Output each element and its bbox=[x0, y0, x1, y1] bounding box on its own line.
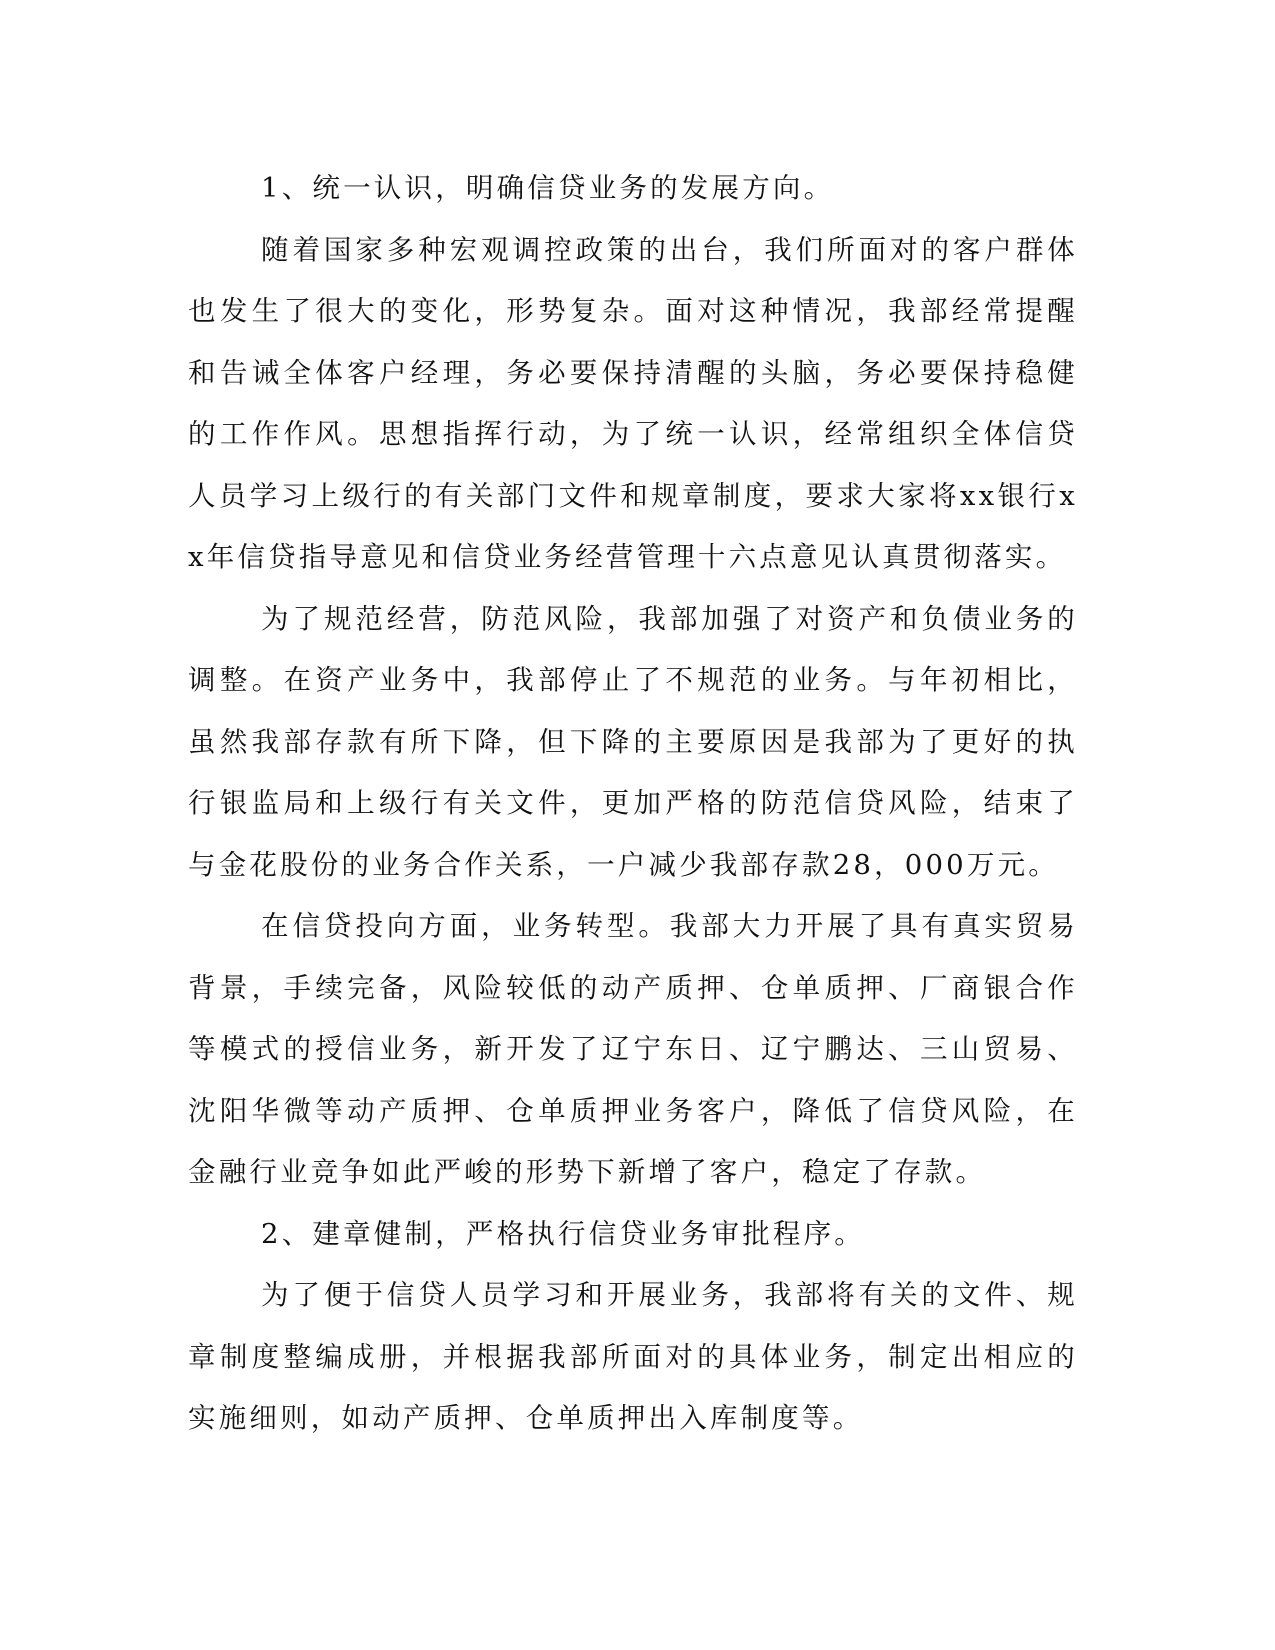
section-heading-2: 2、建章健制，严格执行信贷业务审批程序。 bbox=[261, 1217, 865, 1250]
paragraph: 在信贷投向方面，业务转型。我部大力开展了具有真实贸易背景，手续完备，风险较低的动产质押、仓单质押、厂商银合作等模式的授信业务，新开发了辽宁东日、辽宁鹏达、三山贸易、沈阳华微等动产质押、仓单质押业务客户，降低了信贷风险，在金融行业竞争如此严峻的形势下新增了客户，稳定了存款。 bbox=[188, 910, 1078, 1188]
paragraph: 随着国家多种宏观调控政策的出台，我们所面对的客户群体也发生了很大的变化，形势复杂。面对这种情况，我部经常提醒和告诫全体客户经理，务必要保持清醒的头脑，务必要保持稳健的工作作风。思想指挥行动，为了统一认识，经常组织全体信贷人员学习上级行的有关部门文件和规章制度，要求大家将xx银行xx年信贷指导意见和信贷业务经营管理十六点意见认真贯彻落实。 bbox=[188, 233, 1078, 573]
paragraph: 为了规范经营，防范风险，我部加强了对资产和负债业务的调整。在资产业务中，我部停止了不规范的业务。与年初相比，虽然我部存款有所下降，但下降的主要原因是我部为了更好的执行银监局和上级行有关文件，更加严格的防范信贷风险，结束了与金花股份的业务合作关系，一户减少我部存款28，000万元。 bbox=[188, 602, 1078, 881]
paragraph: 为了便于信贷人员学习和开展业务，我部将有关的文件、规章制度整编成册，并根据我部所面对的具体业务，制定出相应的实施细则，如动产质押、仓单质押出入库制度等。 bbox=[188, 1279, 1078, 1434]
section-heading-1: 1、统一认识，明确信贷业务的发展方向。 bbox=[261, 172, 835, 204]
document-body bbox=[188, 158, 1078, 1450]
